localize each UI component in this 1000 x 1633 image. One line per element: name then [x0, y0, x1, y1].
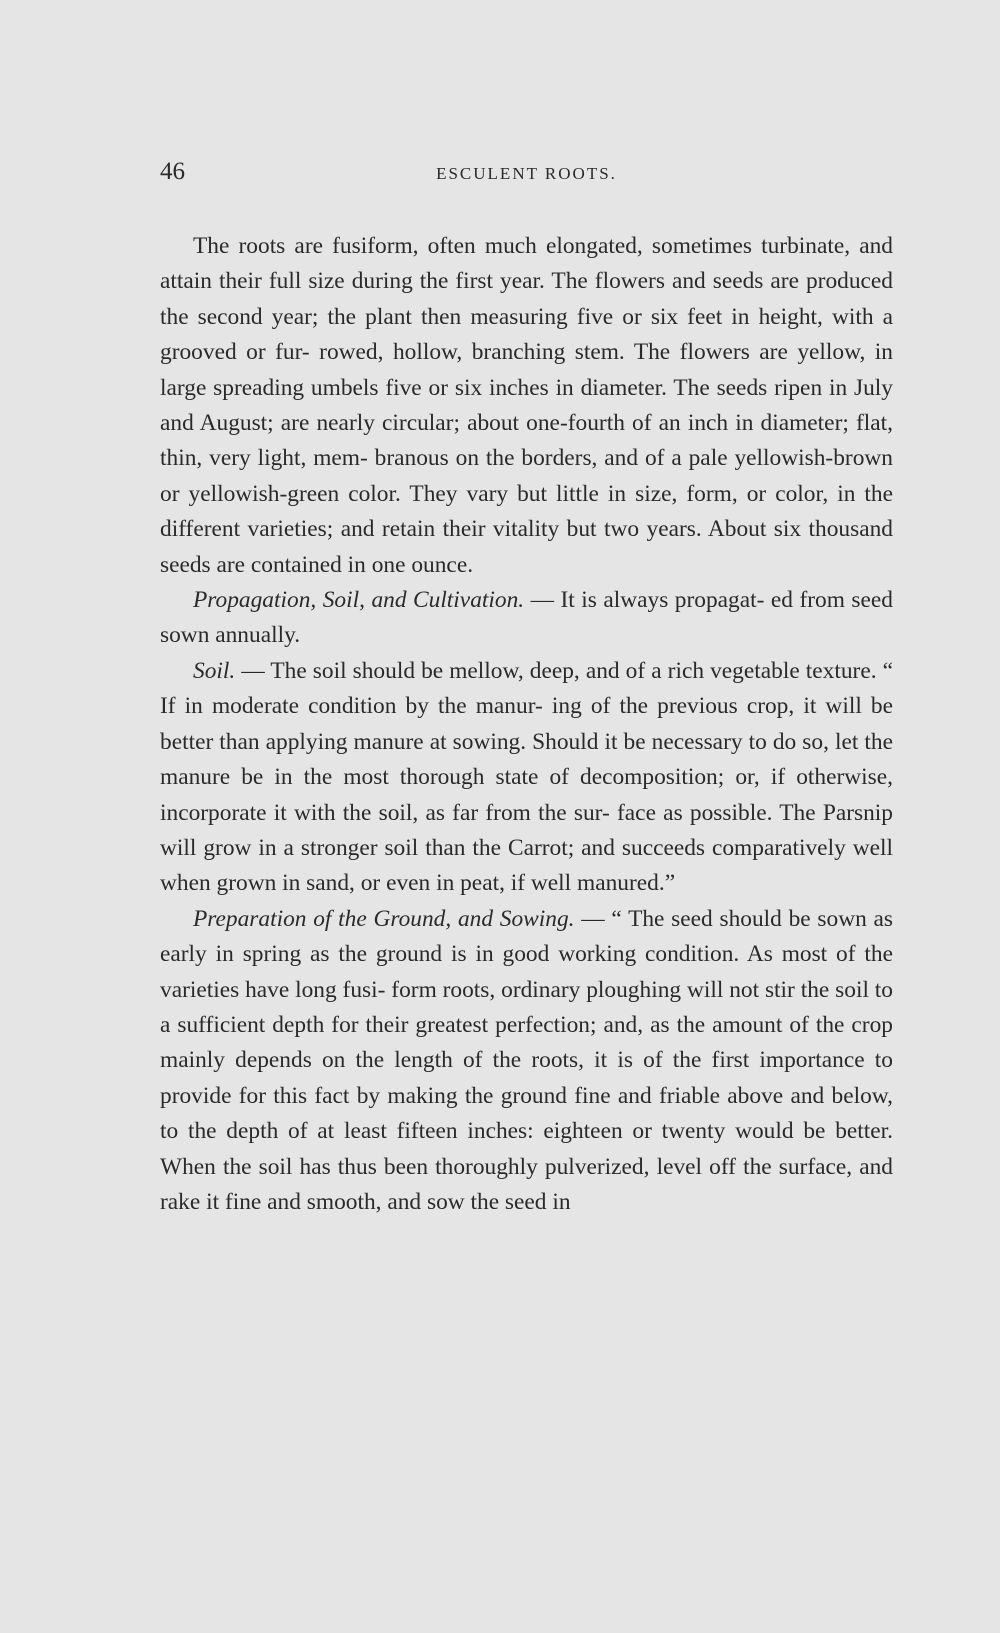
paragraph-soil: [160, 654, 893, 902]
paragraph-roots: [160, 229, 893, 583]
paragraph-text: — It is always propagat- ed from seed sown annually.: [160, 587, 893, 649]
paragraph-text: — “ The seed should be sown as early in spring as the ground is in good working condition. As most of the varieties have long fusi- form roots, ordinary ploughing will not stir the soil to a sufficient depth for their greatest perfection; and, as the amount of the crop mainly depends on the length of the roots, it is of the first importance to provide for this fact by making the ground fine and friable above and below, to the depth of at least fifteen inches: eighteen or twenty would be better. When the soil has thus been thoroughly pulverized, level off the surface, and rake it fine and smooth, and sow the seed in: [160, 905, 894, 1215]
page-header: [160, 152, 893, 192]
body-text: [160, 229, 893, 1220]
paragraph-text: The roots are fusiform, often much elongated, sometimes turbinate, and attain their full size during the first year. The flowers and seeds are produced the second year; the plant then measuring five or six feet in height, with a grooved or fur- rowed, hollow, branching stem. The flowers are yellow, in large spreading umbels five or six inches in diameter. The seeds ripen in July and August; are nearly circular; about one-fourth of an inch in diameter; flat, thin, very light, mem- branous on the borders, and of a pale yellowish-brown or yellowish-green color. They vary but little in size, form, or color, in the different varieties; and retain their vitality but two years. About six thousand seeds are contained in one ounce.: [160, 233, 893, 578]
paragraph-preparation: [160, 902, 893, 1221]
paragraph-propagation: [160, 583, 893, 654]
paragraph-text: — The soil should be mellow, deep, and of a rich vegetable texture. “ If in moderate condition by the manur- ing of the previous crop, it will be better than applying manure at sowing. Should it be necessary to do so, let the manure be in the most thorough state of decomposition; or, if otherwise, incorporate it with the soil, as far from the sur- face as possible. The Parsnip will grow in a stronger soil than the Carrot; and succeeds comparatively well when grown in sand, or even in peat, if well manured.”: [160, 657, 893, 897]
page-number: 46: [160, 158, 185, 185]
section-heading-preparation: Preparation of the Ground, and Sowing.: [193, 905, 575, 932]
section-heading-propagation: Propagation, Soil, and Cultivation.: [193, 587, 525, 614]
running-head: ESCULENT ROOTS.: [436, 164, 617, 183]
section-heading-soil: Soil.: [193, 657, 236, 684]
